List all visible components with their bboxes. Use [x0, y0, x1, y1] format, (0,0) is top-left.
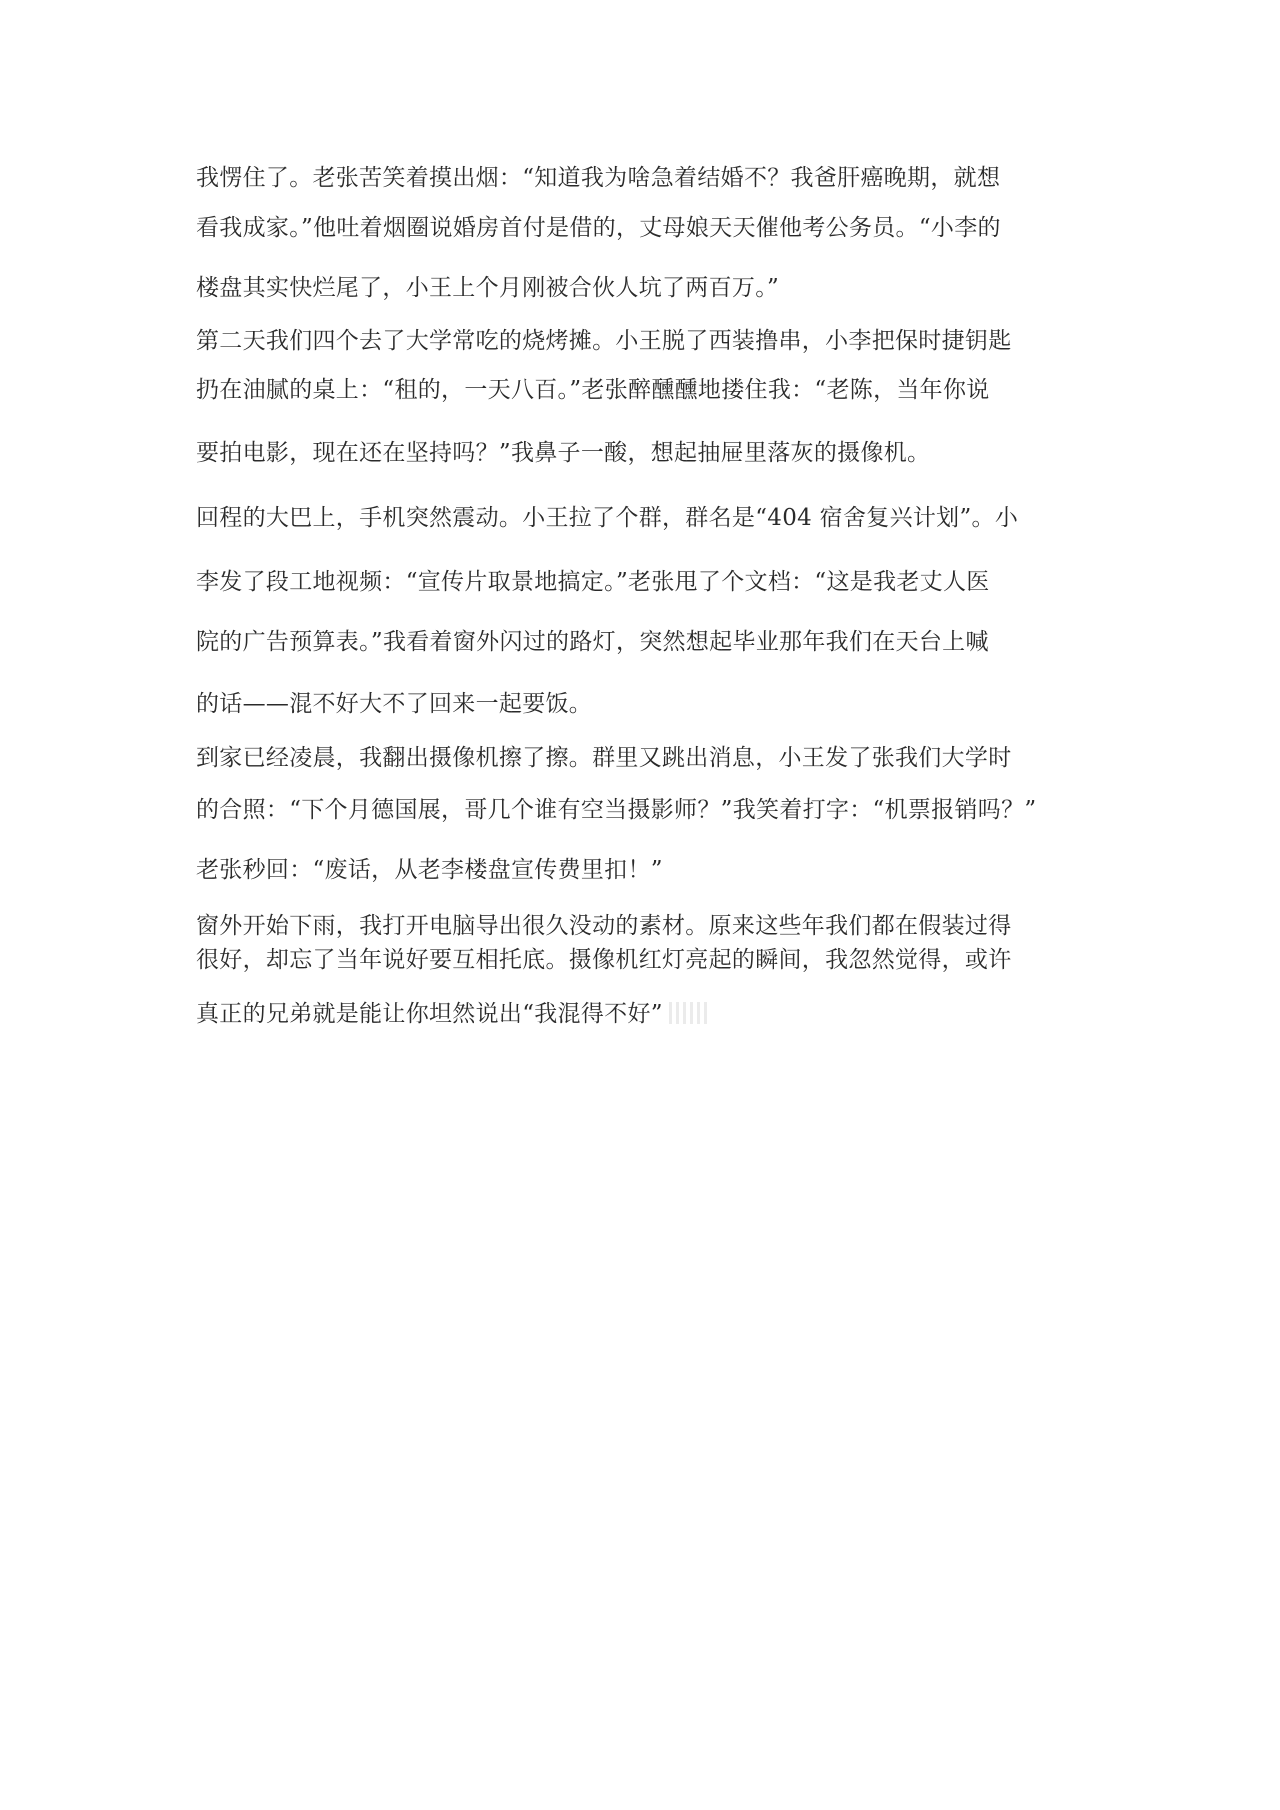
paragraph-4-line-1: 到家已经凌晨，我翻出摄像机擦了擦。群里又跳出消息，小王发了张我们大学时	[196, 745, 1012, 771]
paragraph-3-line-3: 院的广告预算表。”我看着窗外闪过的路灯，突然想起毕业那年我们在天台上喊	[196, 629, 989, 655]
paragraph-5-line-1: 窗外开始下雨，我打开电脑导出很久没动的素材。原来这些年我们都在假装过得	[196, 913, 1012, 939]
paragraph-5-line-3-wrap	[196, 998, 707, 1030]
paragraph-4-line-3: 老张秒回：“废话，从老李楼盘宣传费里扣！”	[196, 857, 663, 883]
paragraph-1-line-1: 我愣住了。老张苦笑着摸出烟：“知道我为啥急着结婚不？我爸肝癌晚期，就想	[196, 165, 1001, 191]
faded-text-fragment	[669, 1002, 707, 1024]
paragraph-5-line-3: 真正的兄弟就是能让你坦然说出“我混得不好”	[196, 1001, 663, 1027]
paragraph-1-line-3: 楼盘其实快烂尾了，小王上个月刚被合伙人坑了两百万。”	[196, 275, 780, 301]
paragraph-3-line-1: 回程的大巴上，手机突然震动。小王拉了个群，群名是“404 宿舍复兴计划”。小	[196, 505, 1019, 531]
paragraph-3-line-4: 的话——混不好大不了回来一起要饭。	[196, 691, 593, 717]
paragraph-2-line-3: 要拍电影，现在还在坚持吗？”我鼻子一酸，想起抽屉里落灰的摄像机。	[196, 440, 931, 466]
paragraph-4-line-2: 的合照：“下个月德国展，哥几个谁有空当摄影师？”我笑着打字：“机票报销吗？”	[196, 797, 1037, 823]
paragraph-2-line-2: 扔在油腻的桌上：“租的，一天八百。”老张醉醺醺地搂住我：“老陈，当年你说	[196, 377, 990, 403]
paragraph-1-line-2: 看我成家。”他吐着烟圈说婚房首付是借的，丈母娘天天催他考公务员。“小李的	[196, 215, 1001, 241]
paragraph-2-line-1: 第二天我们四个去了大学常吃的烧烤摊。小王脱了西装撸串，小李把保时捷钥匙	[196, 328, 1012, 354]
paragraph-5-line-2: 很好，却忘了当年说好要互相托底。摄像机红灯亮起的瞬间，我忽然觉得，或许	[196, 947, 1012, 973]
paragraph-3-line-2: 李发了段工地视频：“宣传片取景地搞定。”老张甩了个文档：“这是我老丈人医	[196, 569, 990, 595]
